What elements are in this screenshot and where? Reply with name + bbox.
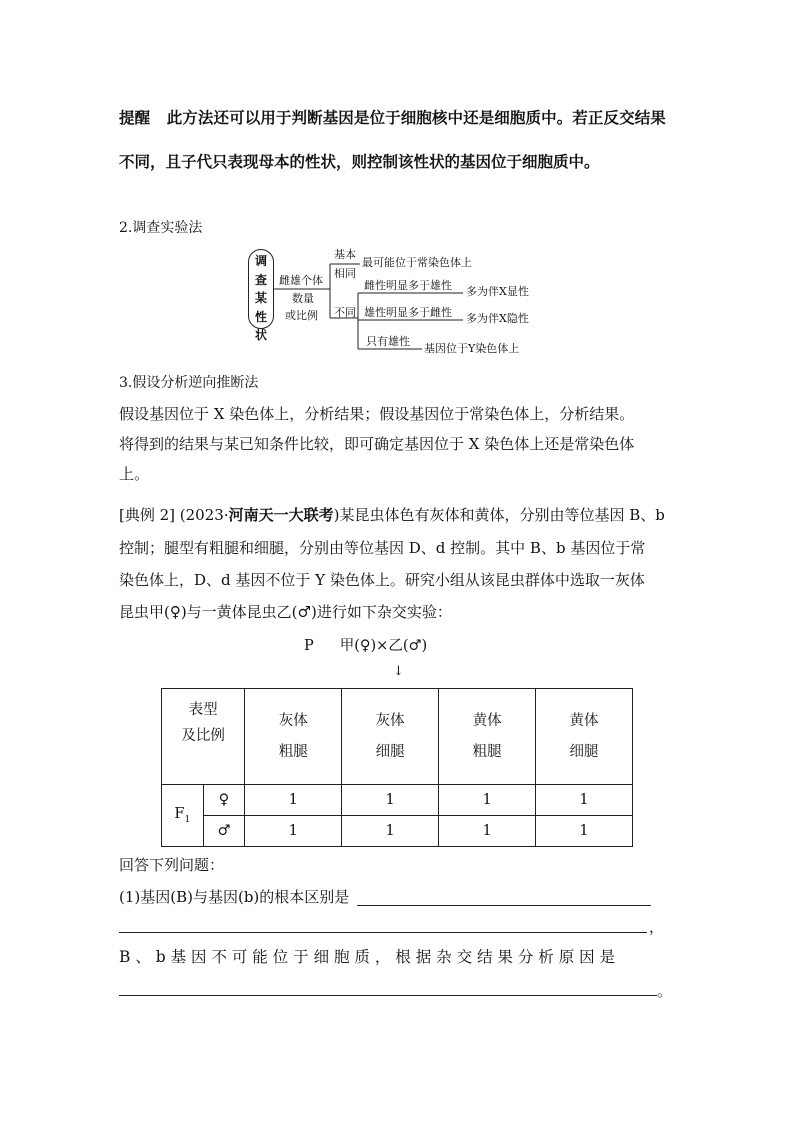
cross-line [304, 634, 427, 655]
generation-label: F [174, 806, 185, 823]
table-row [162, 816, 633, 847]
diagram-middle-3: 或比例 [285, 309, 318, 322]
diagram-result-2: 多为伴X隐性 [466, 312, 529, 325]
example-line-4: 昆虫甲(♀)与一黄体昆虫乙(♂)进行如下杂交实验： [119, 603, 452, 621]
column-header-3 [439, 689, 536, 785]
diagram-same-2: 相同 [334, 267, 356, 280]
header-label-2: 及比例 [181, 728, 225, 744]
diagram-case-1: 雌性明显多于雄性 [364, 279, 452, 292]
diagram-result-1: 多为伴X显性 [466, 285, 529, 298]
example-line-3: 染色体上，D、d 基因不位于 Y 染色体上。研究小组从该昆虫群体中选取一灰体 [119, 571, 645, 589]
diagram-case-2: 雄性明显多于雌性 [364, 306, 452, 319]
example-line-1 [119, 505, 665, 525]
column-2-line-2: 细腿 [375, 743, 405, 760]
column-4-line-1: 黄体 [569, 712, 599, 729]
table-cell: 1 [342, 785, 439, 816]
section-3-line-2: 将得到的结果与某已知条件比较，即可确定基因位于 X 染色体上还是常染色体 [119, 435, 635, 453]
table-cell: 1 [342, 816, 439, 847]
cross-parents: 甲(♀)×乙(♂) [339, 638, 428, 654]
example-source: 河南天一大联考 [228, 506, 334, 524]
column-4-line-2: 细腿 [569, 743, 599, 760]
diagram-result-same: 最可能位于常染色体上 [362, 256, 472, 269]
period: 。 [657, 982, 673, 1000]
cross-arrow: ↓ [393, 664, 404, 679]
diagram-same-1: 基本 [334, 248, 356, 261]
column-header-4 [536, 689, 633, 785]
circle-char-1: 调 [254, 254, 267, 268]
column-header-1 [245, 689, 342, 785]
sex-female: ♀ [203, 785, 245, 816]
diagram-middle-1: 雌雄个体 [279, 274, 323, 287]
question-1b: B 、 b 基 因 不 可 能 位 于 细 胞 质 ， 根 据 杂 交 结 果 分 析 原 因 是 [119, 948, 616, 966]
table-header-label [162, 689, 245, 785]
question-1: (1)基因(B)与基因(b)的根本区别是 [119, 888, 350, 906]
column-3-line-1: 黄体 [472, 712, 502, 729]
section-2-title: 2.调查实验法 [119, 220, 203, 236]
generation-subscript: 1 [184, 814, 191, 825]
circle-char-5: 状 [254, 328, 267, 342]
section-3-line-1: 假设基因位于 X 染色体上，分析结果；假设基因位于常染色体上，分析结果。 [119, 405, 635, 423]
table-cell: 1 [536, 816, 633, 847]
tip-label: 提醒 [119, 108, 151, 127]
example-line-2: 控制；腿型有粗腿和细腿，分别由等位基因 D、d 控制。其中 B、b 基因位于常 [119, 539, 646, 557]
column-3-line-2: 粗腿 [472, 743, 502, 760]
table-cell: 1 [536, 785, 633, 816]
questions-intro: 回答下列问题： [119, 856, 225, 874]
diagram-case-3: 只有雄性 [366, 335, 410, 348]
results-table [161, 688, 633, 847]
cross-p: P [304, 638, 314, 654]
sex-male: ♂ [203, 816, 245, 847]
table-cell: 1 [245, 816, 342, 847]
diagram-result-3: 基因位于Y染色体上 [424, 342, 520, 355]
diagram-middle-2: 数量 [292, 292, 314, 305]
answer-blank-2[interactable] [119, 932, 647, 933]
circle-char-3: 某 [254, 291, 267, 305]
generation-cell [162, 785, 204, 847]
section-3-title: 3.假设分析逆向推断法 [119, 375, 259, 391]
comma: ， [649, 918, 665, 936]
example-prefix: [典例 2] (2023· [119, 506, 229, 524]
tip-text-1: 此方法还可以用于判断基因是位于细胞核中还是细胞质中。若正反交结果 [166, 108, 666, 127]
column-2-line-1: 灰体 [375, 712, 405, 729]
table-row [162, 785, 633, 816]
example-line-1-rest: )某昆虫体色有灰体和黄体，分别由等位基因 B、b [333, 506, 665, 524]
section-3-line-3: 上。 [119, 465, 150, 483]
diagram-different: 不同 [334, 306, 356, 319]
column-1-line-2: 粗腿 [278, 743, 308, 760]
table-cell: 1 [439, 816, 536, 847]
answer-blank-1[interactable] [357, 905, 651, 906]
tip-line-2: 不同，且子代只表现母本的性状，则控制该性状的基因位于细胞质中。 [119, 152, 600, 171]
circle-char-2: 查 [254, 272, 267, 287]
column-header-2 [342, 689, 439, 785]
header-label-1: 表型 [188, 702, 218, 718]
table-cell: 1 [245, 785, 342, 816]
column-1-line-1: 灰体 [278, 712, 308, 729]
circle-char-4: 性 [254, 309, 267, 324]
answer-blank-3[interactable] [119, 995, 657, 996]
table-cell: 1 [439, 785, 536, 816]
